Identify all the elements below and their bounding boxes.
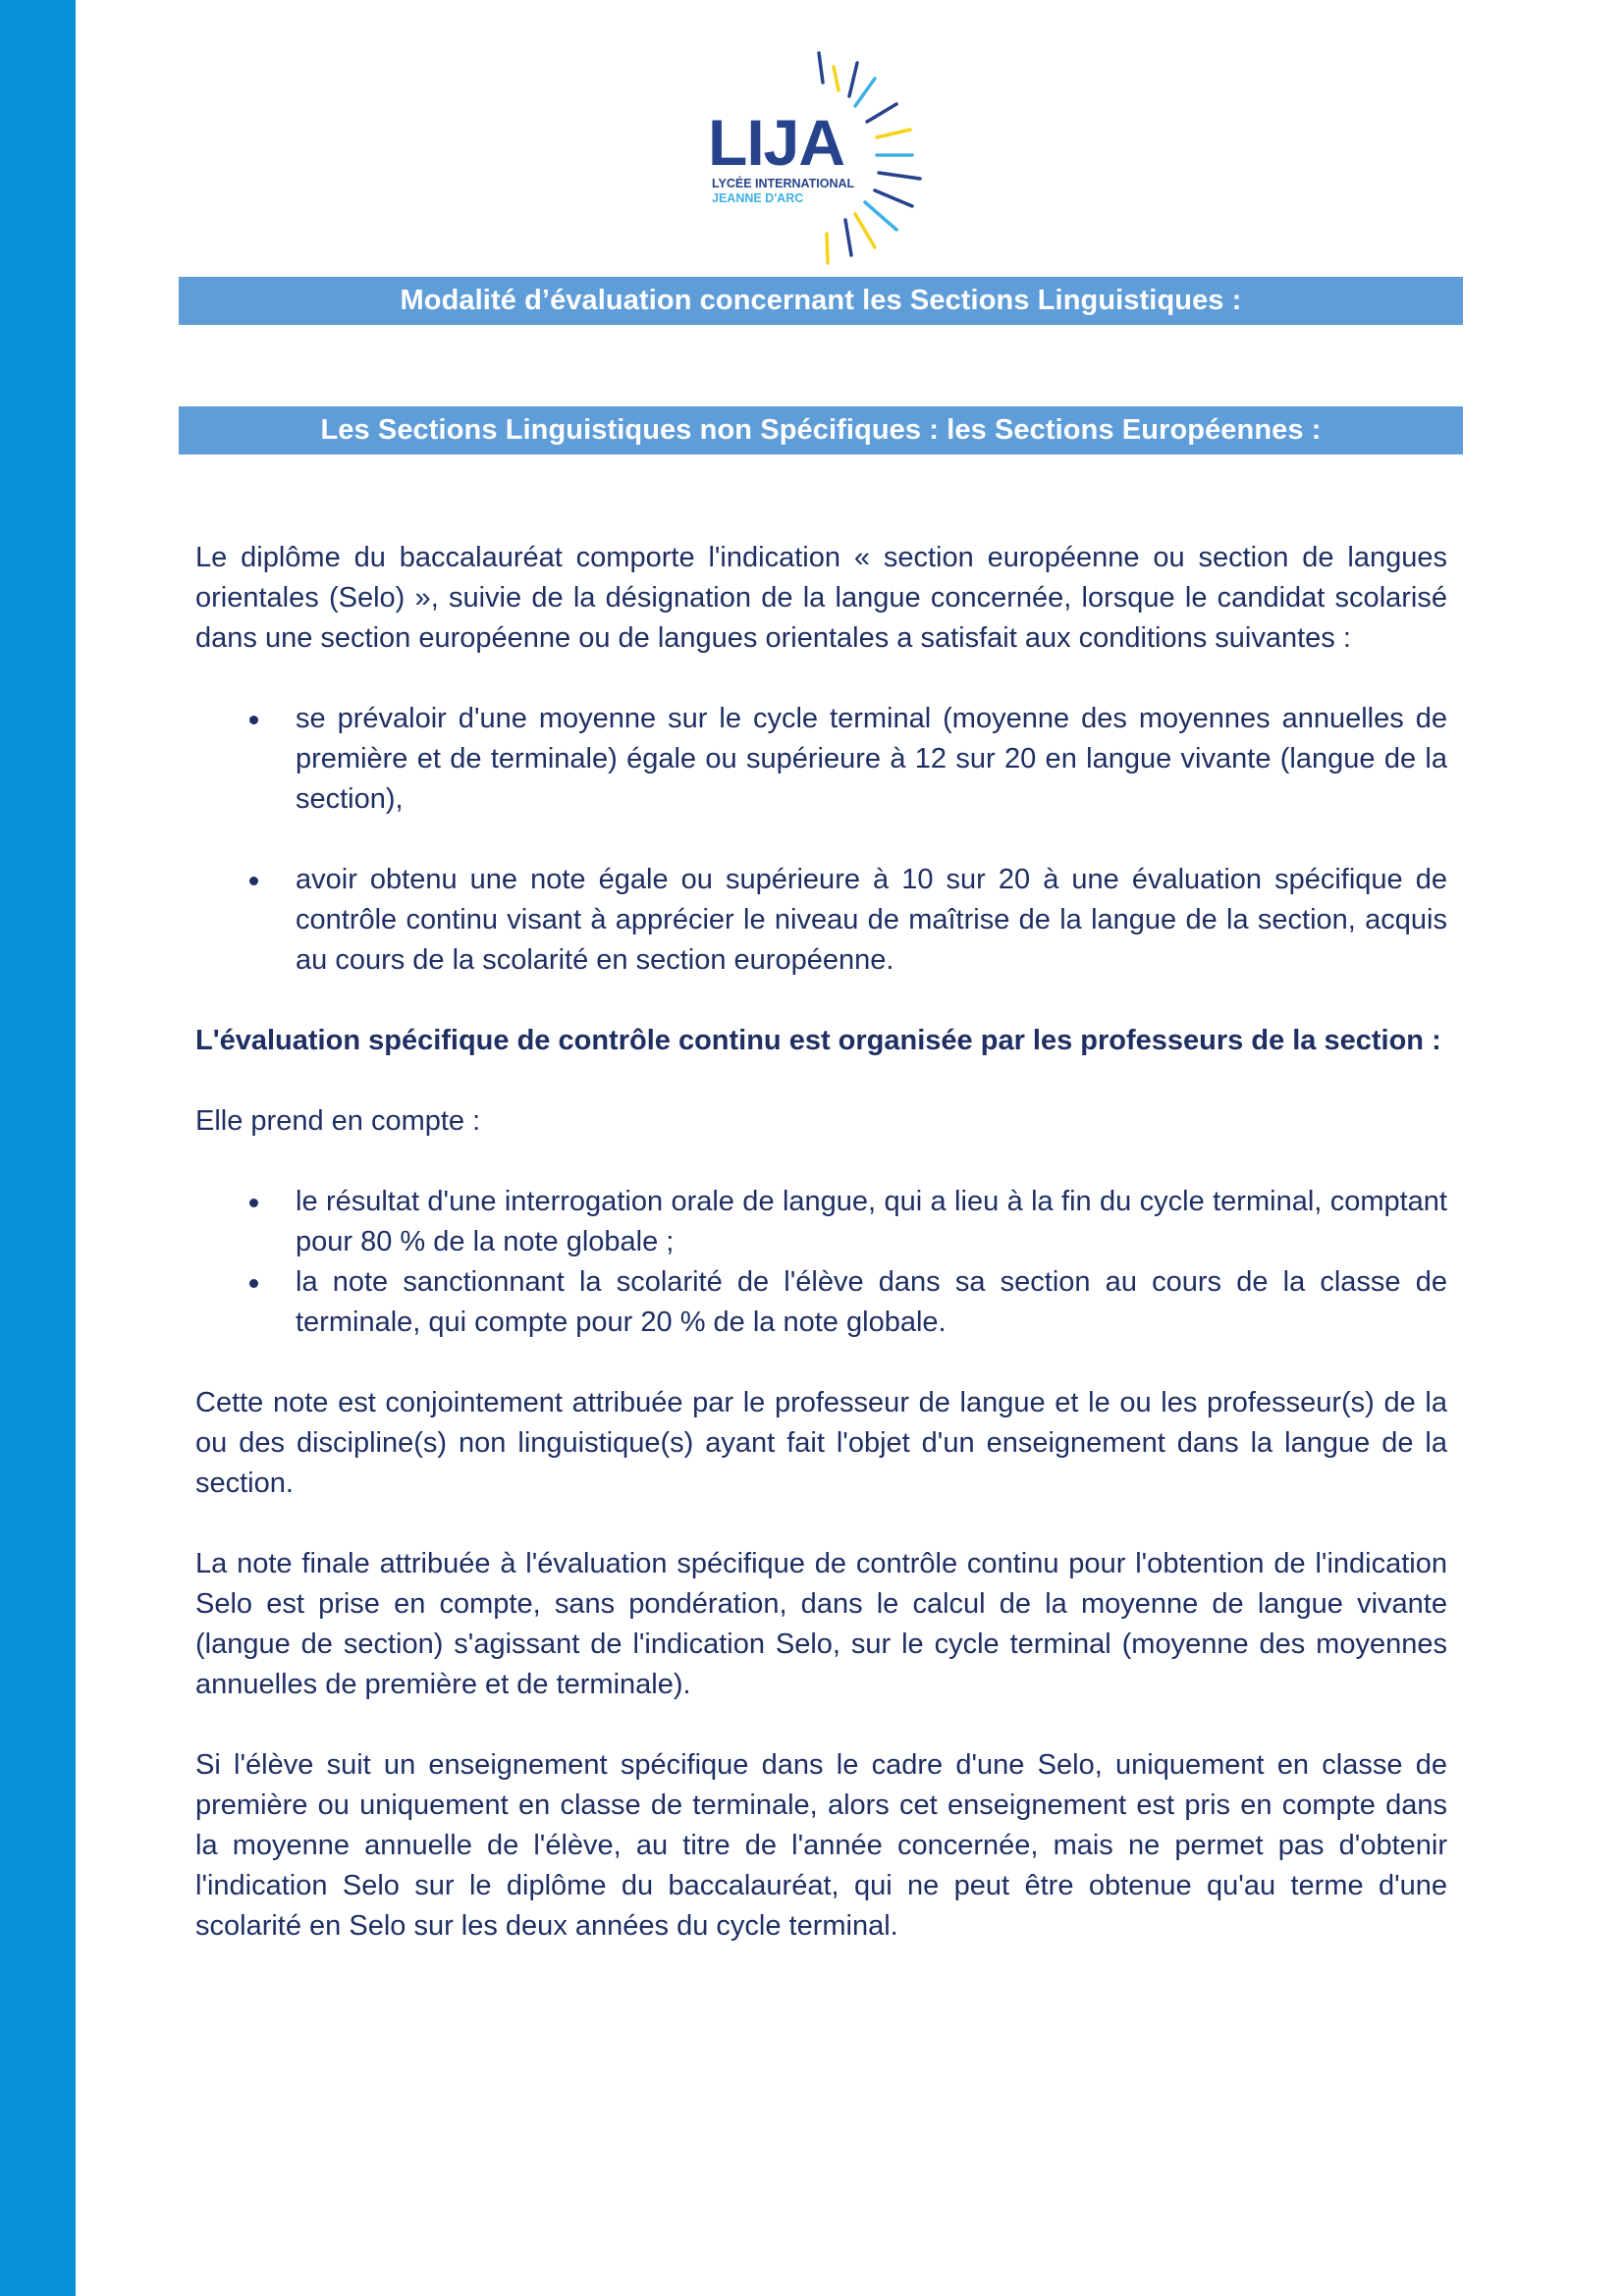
main-title-banner <box>179 277 1463 325</box>
note-paragraph: Cette note est conjointement attribuée par le professeur de langue et le ou les professeur(s) de la ou des discipline(s) non linguistique(s) ayant fait l'objet d'un enseignement dans la langue de la section. <box>195 1387 1447 1499</box>
document-body <box>195 538 1447 1947</box>
condition-item: se prévaloir d'une moyenne sur le cycle terminal (moyenne des moyennes annuelles de première et de terminale) égale ou supérieure à 12 sur 20 en langue vivante (langue de la section), <box>195 699 1447 820</box>
logo-line-2: JEANNE D'ARC <box>712 191 804 205</box>
lija-logo <box>702 47 938 268</box>
final-note-paragraph: La note finale attribuée à l'évaluation spécifique de contrôle continu pour l'obtention de l'indication Selo est prise en compte, sans pondération, dans le calcul de la moyenne de langue vivante (langue de section) s'agissant de l'indication Selo, sur le cycle terminal (moyenne des moyennes annuelles de première et de terminale). <box>195 1548 1447 1700</box>
logo-wordmark: LIJA <box>708 106 845 179</box>
subtitle: Les Sections Linguistiques non Spécifiques : les Sections Européennes : <box>320 414 1322 446</box>
component-item: la note sanctionnant la scolarité de l'élève dans sa section au cours de la classe de terminale, qui compte pour 20 % de la note globale. <box>195 1262 1447 1343</box>
condition-item: avoir obtenu une note égale ou supérieure à 10 sur 20 à une évaluation spécifique de contrôle continu visant à apprécier le niveau de maîtrise de la langue de la section, acquis au cours de la scolarité en section européenne. <box>195 860 1447 981</box>
eval-heading: L'évaluation spécifique de contrôle continu est organisée par les professeurs de la section : <box>195 1025 1441 1056</box>
subtitle-banner <box>179 406 1463 454</box>
intro-paragraph: Le diplôme du baccalauréat comporte l'indication « section européenne ou section de langues orientales (Selo) », suivie de la désignation de la langue concernée, lorsque le candidat scolarisé dans une section européenne ou de langues orientales a satisfait aux conditions suivantes : <box>195 542 1447 654</box>
component-item: le résultat d'une interrogation orale de langue, qui a lieu à la fin du cycle terminal, comptant pour 80 % de la note globale ; <box>195 1182 1447 1262</box>
logo-line-1: LYCÉE INTERNATIONAL <box>712 177 855 190</box>
main-title: Modalité d’évaluation concernant les Sections Linguistiques : <box>400 285 1242 316</box>
conditions-list <box>195 699 1447 981</box>
single-year-paragraph: Si l'élève suit un enseignement spécifique dans le cadre d'une Selo, uniquement en classe de première ou uniquement en classe de terminale, alors cet enseignement est pris en compte dans la moyenne annuelle de l'élève, au titre de l'année concernée, mais ne permet pas d'obtenir l'indication Selo sur le diplôme du baccalauréat, qui ne peut être obtenue qu'au terme d'une scolarité en Selo sur les deux années du cycle terminal. <box>195 1749 1447 1942</box>
side-stripe <box>0 0 76 2296</box>
components-list <box>195 1182 1447 1343</box>
takes-into-account: Elle prend en compte : <box>195 1105 481 1137</box>
